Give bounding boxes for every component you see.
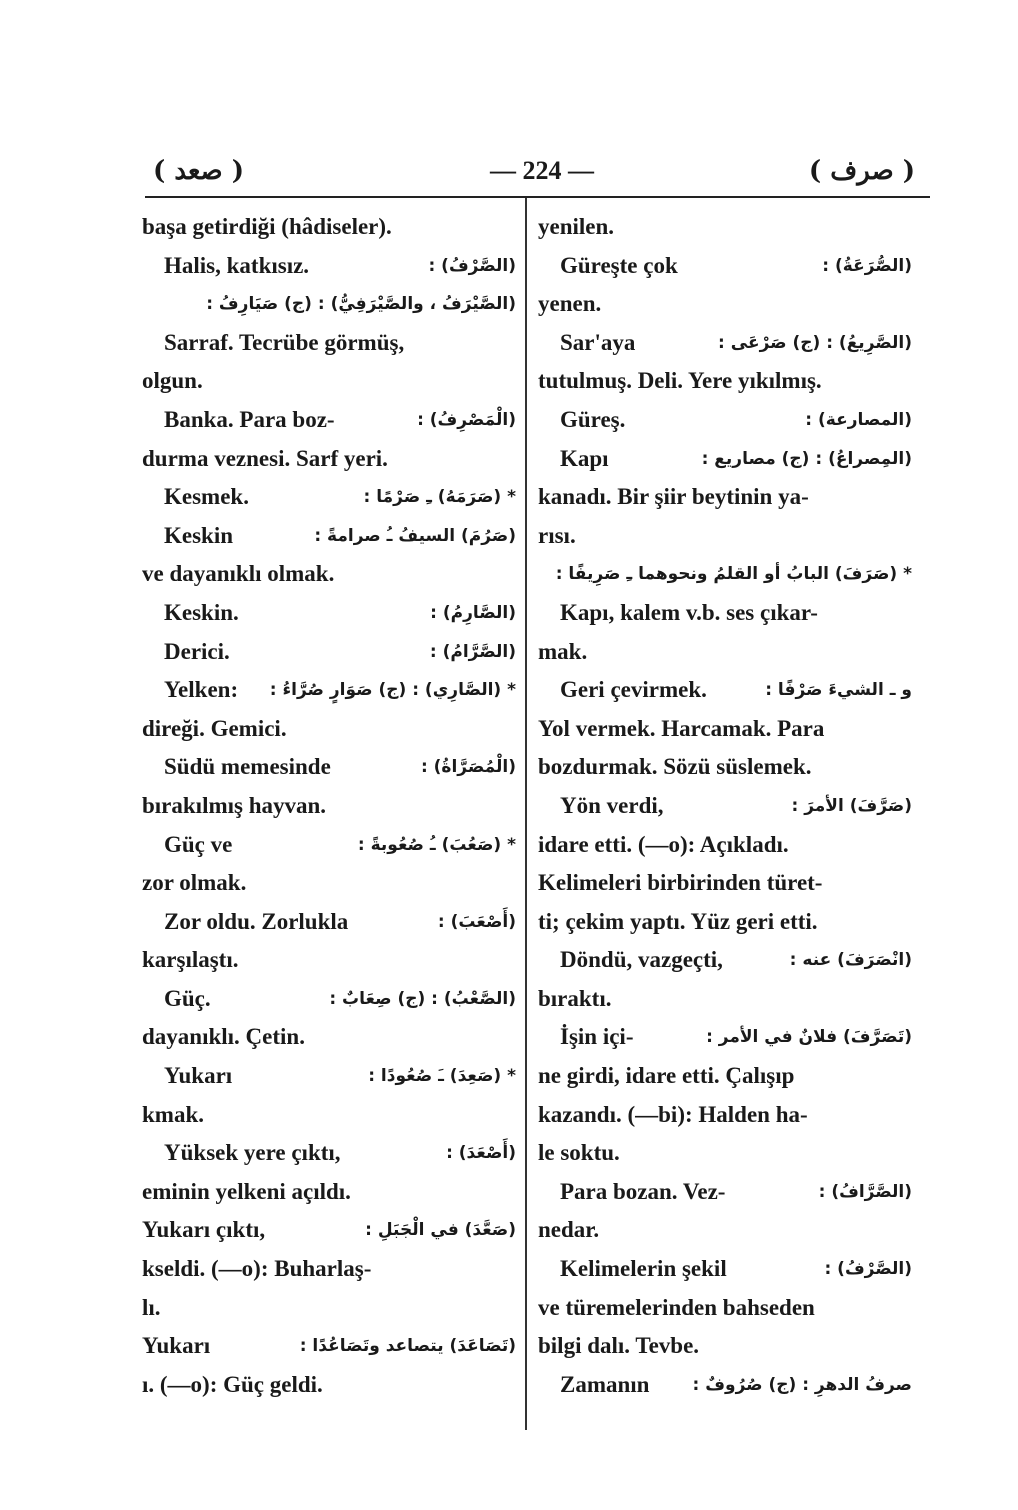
turkish-text: karşılaştı. (142, 947, 239, 973)
arabic-headword: (أَصْعَبَ) : (437, 911, 516, 932)
turkish-text: Sar'aya (560, 329, 636, 355)
turkish-text: Güç. (164, 985, 211, 1011)
dictionary-line (140, 517, 520, 556)
turkish-text: bozdurmak. Sözü süslemek. (538, 754, 812, 780)
turkish-text: Zamanın (560, 1371, 650, 1397)
arabic-headword: (الصَّعْبُ) : (ج) صِعَابٌ : (329, 988, 516, 1009)
turkish-text: zor olmak. (142, 870, 247, 896)
dictionary-line (536, 517, 916, 556)
dictionary-line (140, 478, 520, 517)
dictionary-line (536, 247, 916, 286)
turkish-text: Südü memesinde (164, 754, 331, 780)
dictionary-line (140, 1096, 520, 1135)
arabic-headword: (تَصَاعَدَ) يتصاعد وتَصَاعُدًا : (299, 1336, 516, 1357)
turkish-text: Güreşte çok (560, 252, 678, 278)
turkish-text: Keskin (164, 522, 234, 548)
turkish-text: Yüksek yere çıktı, (164, 1140, 341, 1166)
arabic-headword: (صَعَّدَ) في الْجَبَلِ : (365, 1220, 516, 1241)
arabic-headword: * (صَعِدَ) ـَ صُعُودًا : (368, 1066, 516, 1087)
arabic-headword: (الصَّرْفُ) : (824, 1259, 912, 1280)
dictionary-line (140, 980, 520, 1019)
turkish-text: kseldi. (—o): Buharlaş- (142, 1256, 372, 1282)
dictionary-line (536, 748, 916, 787)
arabic-headword: * (صَرَفَ) البابُ أو القلمُ ونحوهما ـِ صَرِيفًا : (555, 564, 912, 585)
arabic-headword: (صَرَّفَ) الأمرَ : (791, 795, 912, 816)
arabic-headword: (الصَّرَّامُ) : (429, 641, 516, 662)
turkish-text: dayanıklı. Çetin. (142, 1024, 305, 1050)
arabic-headword: (الْمُصَرَّاةُ) : (420, 757, 516, 778)
dictionary-line (140, 285, 520, 324)
dictionary-line (536, 362, 916, 401)
dictionary-line (140, 1173, 520, 1212)
turkish-text: ve dayanıklı olmak. (142, 561, 335, 587)
dictionary-line (536, 980, 916, 1019)
arabic-headword: (الصَّيْرَفُ ، والصَّيْرَفِيُّ) : (ج) صَيَارِفُ : (206, 294, 516, 315)
turkish-text: ne girdi, idare etti. Çalışıp (538, 1063, 795, 1089)
dictionary-line (536, 1289, 916, 1328)
dictionary-line (140, 864, 520, 903)
turkish-text: lı. (142, 1294, 161, 1320)
left-column (140, 208, 520, 1404)
dictionary-line (536, 401, 916, 440)
arabic-headword: (الصَّرَّافُ) : (818, 1181, 912, 1202)
arabic-headword: (انْصَرَفَ) عنه : (789, 950, 912, 971)
dictionary-line (536, 208, 916, 247)
turkish-text: Güreş. (560, 406, 626, 432)
dictionary-line (140, 903, 520, 942)
dictionary-line (140, 748, 520, 787)
turkish-text: Zor oldu. Zorlukla (164, 908, 349, 934)
turkish-text: Güç ve (164, 831, 233, 857)
dictionary-line (536, 710, 916, 749)
turkish-text: bıraktı. (538, 985, 612, 1011)
page-number: — 224 — (490, 156, 594, 185)
page-header (145, 150, 925, 198)
arabic-headword: صرفُ الدهرِ : (ج) صُرُوفٌ : (692, 1374, 912, 1395)
turkish-text: Geri çevirmek. (560, 677, 707, 703)
turkish-text: Sarraf. Tecrübe görmüş, (164, 329, 405, 355)
dictionary-line (140, 208, 520, 247)
turkish-text: Kesmek. (164, 484, 249, 510)
dictionary-line (140, 787, 520, 826)
turkish-text: Yukarı (164, 1063, 233, 1089)
right-column (536, 208, 916, 1404)
dictionary-line (140, 401, 520, 440)
arabic-headword: (المِصراعُ) : (ج) مصاريع : (701, 448, 912, 469)
dictionary-line (536, 864, 916, 903)
turkish-text: Döndü, vazgeçti, (560, 947, 723, 973)
dictionary-line (536, 1366, 916, 1405)
turkish-text: Kapı, kalem v.b. ses çıkar- (560, 599, 818, 625)
turkish-text: yenilen. (538, 214, 615, 239)
turkish-text: kazandı. (—bi): Halden ha- (538, 1101, 808, 1127)
turkish-text: Derici. (164, 638, 230, 664)
dictionary-line (536, 1018, 916, 1057)
turkish-text: Kapı (560, 445, 609, 471)
dictionary-line (140, 1134, 520, 1173)
dictionary-line (536, 1211, 916, 1250)
dictionary-line (140, 362, 520, 401)
arabic-headword: (صَرُمَ) السيفُ ـُ صرامةً : (314, 525, 516, 546)
turkish-text: kmak. (142, 1101, 204, 1127)
turkish-text: Yön verdi, (560, 792, 664, 818)
dictionary-line (536, 1173, 916, 1212)
turkish-text: başa getirdiği (hâdiseler). (142, 214, 392, 239)
dictionary-line (140, 941, 520, 980)
turkish-text: yenen. (538, 291, 602, 317)
dictionary-line (536, 826, 916, 865)
dictionary-line (536, 440, 916, 479)
turkish-text: ti; çekim yaptı. Yüz geri etti. (538, 908, 818, 934)
dictionary-line (140, 1211, 520, 1250)
turkish-text: Kelimeleri birbirinden türet- (538, 870, 823, 896)
dictionary-line (140, 1366, 520, 1405)
turkish-text: olgun. (142, 368, 203, 394)
dictionary-line (536, 555, 916, 594)
dictionary-line (140, 671, 520, 710)
dictionary-line (536, 324, 916, 363)
header-rule (145, 196, 930, 198)
dictionary-line (536, 594, 916, 633)
turkish-text: Para bozan. Vez- (560, 1178, 726, 1204)
dictionary-line (140, 555, 520, 594)
dictionary-line (140, 826, 520, 865)
dictionary-line (536, 941, 916, 980)
dictionary-line (140, 247, 520, 286)
arabic-headword: * (الصَّارِي) : (ج) صَوَارٍ صُرَّاءُ : (269, 680, 516, 701)
arabic-headword: (الْمَصْرِفُ) : (417, 409, 516, 430)
dictionary-line (536, 787, 916, 826)
dictionary-line (536, 478, 916, 517)
dictionary-line (140, 710, 520, 749)
arabic-headword: و ـ الشيءَ صَرْفًا : (765, 680, 912, 701)
turkish-text: bırakılmış hayvan. (142, 792, 327, 818)
dictionary-line (140, 1289, 520, 1328)
arabic-headword: (أَصْعَدَ) : (446, 1143, 516, 1164)
turkish-text: kanadı. Bir şiir beytinin ya- (538, 484, 809, 510)
turkish-text: ı. (—o): Güç geldi. (142, 1371, 323, 1397)
turkish-text: nedar. (538, 1217, 600, 1243)
right-guide-word: ( صرف ) (808, 156, 915, 186)
turkish-text: İşin içi- (560, 1024, 634, 1050)
arabic-headword: (الصَّرْفُ) : (428, 255, 516, 276)
dictionary-line (140, 633, 520, 672)
dictionary-line (536, 1327, 916, 1366)
dictionary-line (140, 1250, 520, 1289)
dictionary-line (140, 1057, 520, 1096)
arabic-headword: (الصَّارِمُ) : (430, 602, 516, 623)
turkish-text: idare etti. (—o): Açıkladı. (538, 831, 789, 857)
arabic-headword: (الصُّرَعَةُ) : (822, 255, 912, 276)
turkish-text: durma veznesi. Sarf yeri. (142, 445, 388, 471)
turkish-text: Kelimelerin şekil (560, 1256, 727, 1282)
turkish-text: tutulmuş. Deli. Yere yıkılmış. (538, 368, 822, 394)
turkish-text: rısı. (538, 522, 576, 548)
turkish-text: Yol vermek. Harcamak. Para (538, 715, 825, 741)
turkish-text: mak. (538, 638, 588, 664)
turkish-text: Yukarı çıktı, (142, 1217, 266, 1243)
arabic-headword: (تَصَرَّفَ) فلانٌ في الأمر : (706, 1027, 912, 1048)
dictionary-line (536, 1250, 916, 1289)
dictionary-line (536, 633, 916, 672)
dictionary-line (536, 285, 916, 324)
left-guide-word: ( صعد ) (153, 156, 244, 186)
dictionary-line (536, 1057, 916, 1096)
turkish-text: le soktu. (538, 1140, 620, 1166)
turkish-text: Yelken: (164, 677, 239, 703)
turkish-text: direği. Gemici. (142, 715, 287, 741)
dictionary-line (536, 1134, 916, 1173)
dictionary-line (536, 903, 916, 942)
dictionary-line (140, 1327, 520, 1366)
arabic-headword: * (صَرَمَهُ) ـِ صَرْمًا : (363, 487, 516, 508)
turkish-text: bilgi dalı. Tevbe. (538, 1333, 700, 1359)
dictionary-line (140, 1018, 520, 1057)
turkish-text: Halis, katkısız. (164, 252, 310, 278)
dictionary-line (140, 324, 520, 363)
dictionary-line (536, 1096, 916, 1135)
turkish-text: eminin yelkeni açıldı. (142, 1178, 351, 1204)
dictionary-line (140, 594, 520, 633)
turkish-text: Banka. Para boz- (164, 406, 335, 432)
turkish-text: ve türemelerinden bahseden (538, 1294, 815, 1320)
turkish-text: Yukarı (142, 1333, 211, 1359)
arabic-headword: (الصَّرِيعُ) : (ج) صَرْعَى : (718, 332, 912, 353)
dictionary-line (140, 440, 520, 479)
arabic-headword: * (صَعُبَ) ـُ صُعُوبةً : (357, 834, 516, 855)
arabic-headword: (المصارعة) : (805, 409, 912, 430)
column-divider (525, 198, 527, 1430)
dictionary-line (536, 671, 916, 710)
turkish-text: Keskin. (164, 599, 239, 625)
